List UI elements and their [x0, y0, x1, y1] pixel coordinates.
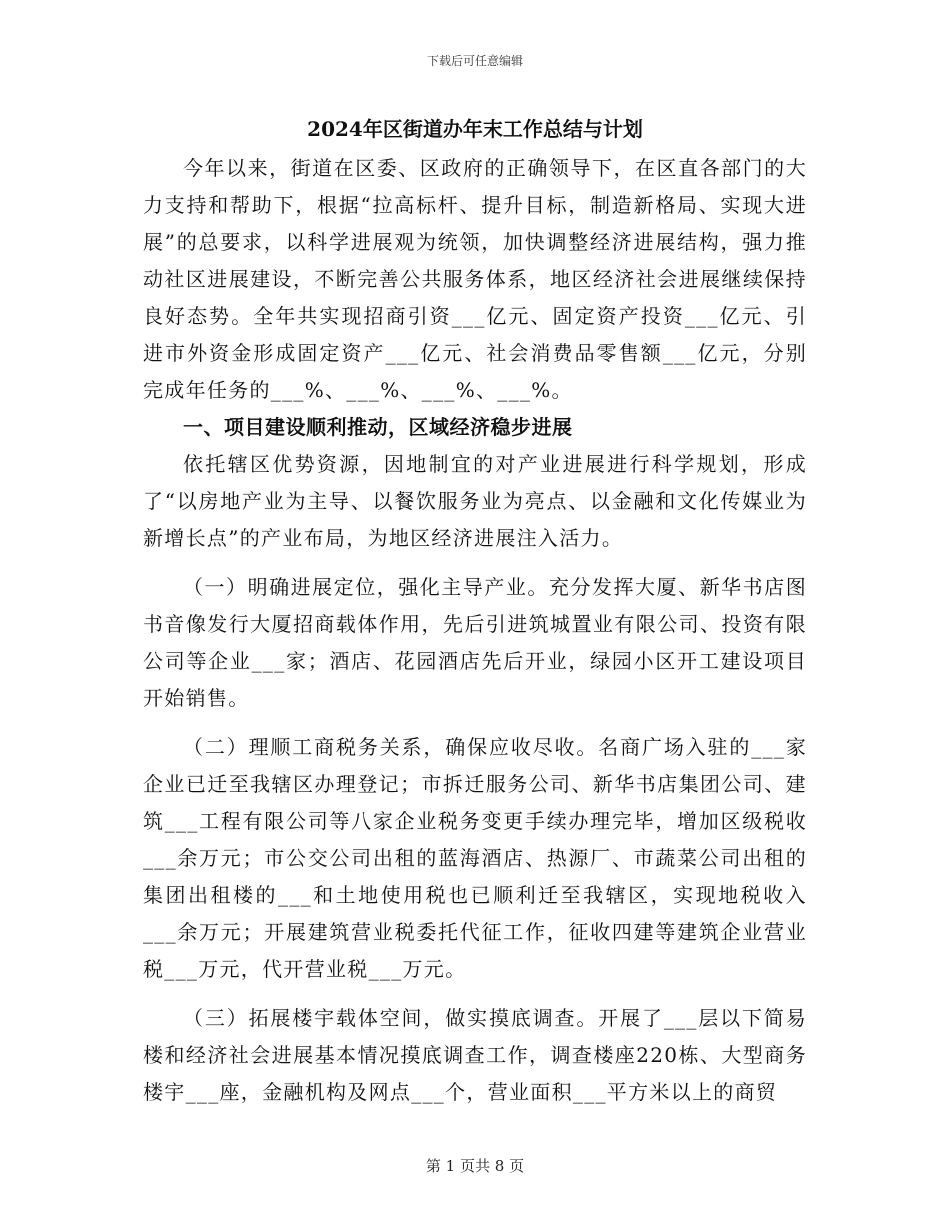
page-header-note: 下载后可任意编辑	[426, 54, 523, 68]
item-paragraph-2: （二）理顺工商税务关系，确保应收尽收。名商广场入驻的___家企业已迁至我辖区办理登记；市拆迁服务公司、新华书店集团公司、建筑___工程有限公司等八家企业税务变更手续办理完毕，增加区级税收___余万元；市公交公司出租的蓝海酒店、热源厂、市蔬菜公司出租的集团出租楼的___和土地使用税也已顺利迁至我辖区，实现地税收入___余万元；开展建筑营业税委托代征工作，征收四建等建筑企业营业税___万元，代开营业税___万元。	[143, 735, 807, 981]
intro-paragraph: 今年以来，街道在区委、区政府的正确领导下，在区直各部门的大力支持和帮助下，根据“拉高标杆、提升目标，制造新格局、实现大进展”的总要求，以科学进展观为统领，加快调整经济进展结构，强力推动社区进展建设，不断完善公共服务体系，地区经济社会进展继续保持良好态势。全年共实现招商引资___亿元、固定资产投资___亿元、引进市外资金形成固定资产___亿元、社会消费品零售额___亿元，分别完成年任务的___%、___%、___%、___%。	[143, 156, 807, 402]
document-body	[143, 112, 807, 1111]
item-paragraph-3: （三）拓展楼宇载体空间，做实摸底调查。开展了___层以下简易楼和经济社会进展基本情况摸底调查工作，调查楼座220栋、大型商务楼宇___座，金融机构及网点___个，营业面积___平方米以上的商贸	[143, 1006, 807, 1104]
document-title: 2024年区街道办年末工作总结与计划	[307, 117, 643, 141]
section-1-intro-paragraph: 依托辖区优势资源，因地制宜的对产业进展进行科学规划，形成了“以房地产业为主导、以餐饮服务业为亮点、以金融和文化传媒业为新增长点”的产业布局，为地区经济进展注入活力。	[143, 452, 807, 550]
page-number: 第 1 页共 8 页	[425, 1157, 525, 1175]
section-heading-1: 一、项目建设顺利推动，区域经济稳步进展	[183, 415, 573, 439]
item-paragraph-1: （一）明确进展定位，强化主导产业。充分发挥大厦、新华书店图书音像发行大厦招商载体作用，先后引进筑城置业有限公司、投资有限公司等企业___家；酒店、花园酒店先后开业，绿园小区开工建设项目开始销售。	[143, 575, 807, 710]
